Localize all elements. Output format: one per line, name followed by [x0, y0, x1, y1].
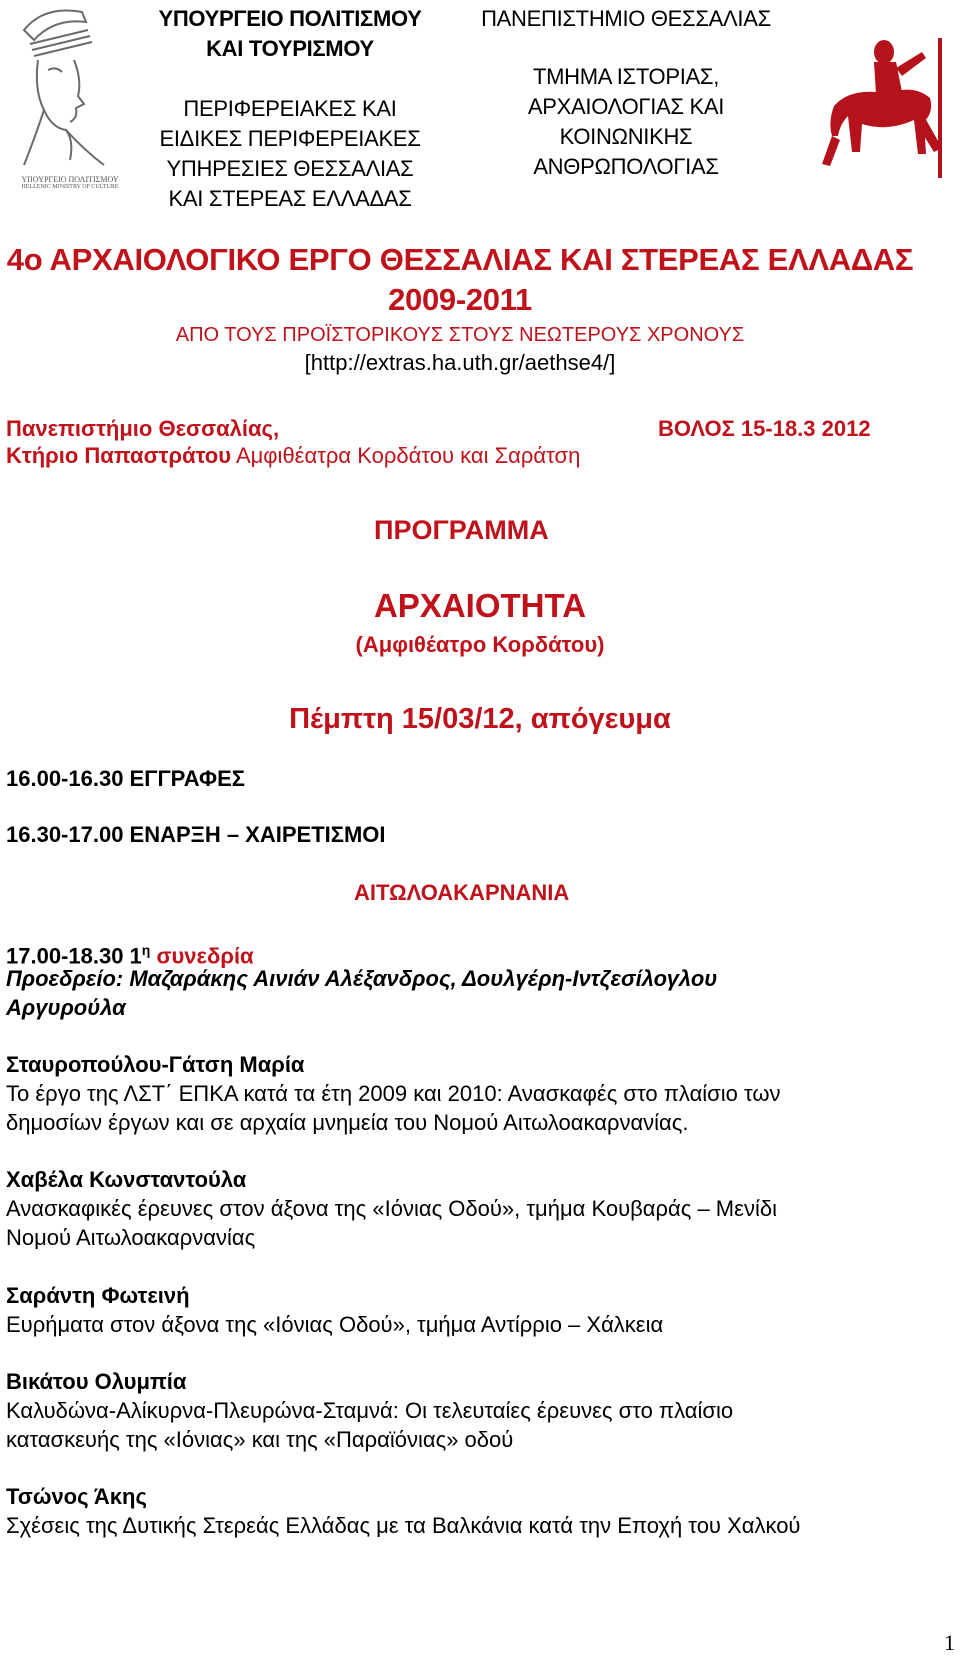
- session-time: 17.00-18.30 1: [6, 943, 142, 969]
- region-heading: ΑΙΤΩΛΟΑΚΑΡΝΑΝΙΑ: [354, 880, 570, 905]
- chairs-line-1: Προεδρείο: Μαζαράκης Αινιάν Αλέξανδρος, Δουλγέρη-Ιντζεσίλογλου: [6, 966, 718, 991]
- talk-title-line-1: Ευρήματα στον άξονα της «Ιόνιας Οδού», τμήμα Αντίρριο – Χάλκεια: [6, 1312, 664, 1337]
- talk-author: Χαβέλα Κωνσταντούλα: [6, 1167, 247, 1192]
- opening-item: 16.30-17.00 ΕΝΑΡΞΗ – ΧΑΙΡΕΤΙΣΜΟΙ: [6, 822, 386, 847]
- university-name: ΠΑΝΕΠΙΣΤΗΜΙΟ ΘΕΣΣΑΛΙΑΣ: [481, 6, 771, 31]
- ministry-line-2: ΚΑΙ ΤΟΥΡΙΣΜΟΥ: [206, 36, 374, 61]
- services-line-2: ΕΙΔΙΚΕΣ ΠΕΡΙΦΕΡΕΙΑΚΕΣ: [159, 126, 421, 151]
- conference-title: 4ο ΑΡΧΑΙΟΛΟΓΙΚΟ ΕΡΓΟ ΘΕΣΣΑΛΙΑΣ ΚΑΙ ΣΤΕΡΕΑΣ ΕΛΛΑΔΑΣ: [6, 242, 914, 277]
- talk-4: [6, 1367, 733, 1454]
- talk-author: Τσώνος Άκης: [6, 1484, 147, 1509]
- ministry-logo: [4, 0, 136, 190]
- building-name: Κτήριο Παπαστράτου: [6, 443, 232, 468]
- program-heading: ΠΡΟΓΡΑΜΜΑ: [374, 515, 549, 545]
- session-sup: η: [141, 942, 151, 958]
- talk-title-line-1: Καλυδώνα-Αλίκυρνα-Πλευρώνα-Σταμνά: Οι τελευταίες έρευνες στο πλαίσιο: [6, 1398, 734, 1423]
- day-heading: Πέμπτη 15/03/12, απόγευμα: [289, 703, 671, 735]
- ministry-line-1: ΥΠΟΥΡΓΕΙΟ ΠΟΛΙΤΙΣΜΟΥ: [158, 6, 422, 31]
- dept-line-3: ΚΟΙΝΩΝΙΚΗΣ: [559, 124, 693, 149]
- talk-title-line-2: δημοσίων έργων και σε αρχαία μνημεία του Νομού Αιτωλοακαρνανίας.: [6, 1110, 689, 1135]
- conference-years: 2009-2011: [388, 282, 532, 317]
- section-hall: (Αμφιθέατρο Κορδάτου): [355, 632, 605, 657]
- conference-url[interactable]: [http://extras.ha.uth.gr/aethse4/]: [304, 350, 616, 375]
- ministry-logo-caption-2: HELLENIC MINISTRY OF CULTURE: [21, 184, 119, 190]
- talk-title-line-1: Το έργο της ΛΣΤ΄ ΕΠΚΑ κατά τα έτη 2009 και 2010: Ανασκαφές στο πλαίσιο των: [6, 1081, 781, 1106]
- services-line-1: ΠΕΡΙΦΕΡΕΙΑΚΕΣ ΚΑΙ: [183, 96, 397, 121]
- talk-author: Σταυροπούλου-Γάτση Μαρία: [6, 1052, 305, 1077]
- talk-author: Σαράντη Φωτεινή: [6, 1283, 190, 1308]
- talk-5: [6, 1482, 800, 1540]
- dept-line-4: ΑΝΘΡΩΠΟΛΟΓΙΑΣ: [533, 154, 719, 179]
- chairs-line-2: Αργυρούλα: [6, 995, 126, 1020]
- venue-building-line: [6, 441, 580, 470]
- talk-title-line-1: Ανασκαφικές έρευνες στον άξονα της «Ιόνιας Οδού», τμήμα Κουβαράς – Μενίδι: [6, 1196, 777, 1221]
- talk-3: [6, 1281, 663, 1339]
- talk-2: [6, 1165, 777, 1252]
- ministry-logo-caption-1: ΥΠΟΥΡΓΕΙΟ ΠΟΛΙΤΙΣΜΟΥ: [21, 175, 119, 184]
- session-label: συνεδρία: [150, 943, 254, 969]
- university-logo: [818, 32, 958, 182]
- talk-title-line-2: κατασκευής της «Ιόνιας» και της «Παραϊόνιας» οδού: [6, 1427, 514, 1452]
- section-heading: ΑΡΧΑΙΟΤΗΤΑ: [373, 587, 587, 624]
- talk-title-line-2: Νομού Αιτωλοακαρνανίας: [6, 1225, 256, 1250]
- centaur-icon: [818, 32, 958, 182]
- services-line-4: ΚΑΙ ΣΤΕΡΕΑΣ ΕΛΛΑΔΑΣ: [168, 186, 412, 211]
- services-line-3: ΥΠΗΡΕΣΙΕΣ ΘΕΣΣΑΛΙΑΣ: [166, 156, 414, 181]
- page-number: 1: [944, 1630, 955, 1655]
- dept-line-1: ΤΜΗΜΑ ΙΣΤΟΡΙΑΣ,: [532, 64, 720, 89]
- conference-subtitle: ΑΠΟ ΤΟΥΣ ΠΡΟΪΣΤΟΡΙΚΟΥΣ ΣΤΟΥΣ ΝΕΩΤΕΡΟΥΣ ΧΡΟΝΟΥΣ: [175, 324, 745, 346]
- talk-1: [6, 1050, 781, 1137]
- ministry-block: [140, 4, 440, 214]
- registration-item: 16.00-16.30 ΕΓΓΡΑΦΕΣ: [6, 766, 245, 791]
- talk-title-line-1: Σχέσεις της Δυτικής Στερεάς Ελλάδας με τα Βαλκάνια κατά την Εποχή του Χαλκού: [6, 1513, 801, 1538]
- university-block: [446, 4, 806, 182]
- ministry-head-icon: [4, 0, 136, 170]
- venue-org: Πανεπιστήμιο Θεσσαλίας,: [6, 416, 280, 441]
- place-date: ΒΟΛΟΣ 15-18.3 2012: [658, 416, 871, 441]
- halls-name: Αμφιθέατρα Κορδάτου και Σαράτση: [231, 443, 581, 468]
- talk-author: Βικάτου Ολυμπία: [6, 1369, 187, 1394]
- dept-line-2: ΑΡΧΑΙΟΛΟΓΙΑΣ ΚΑΙ: [527, 94, 725, 119]
